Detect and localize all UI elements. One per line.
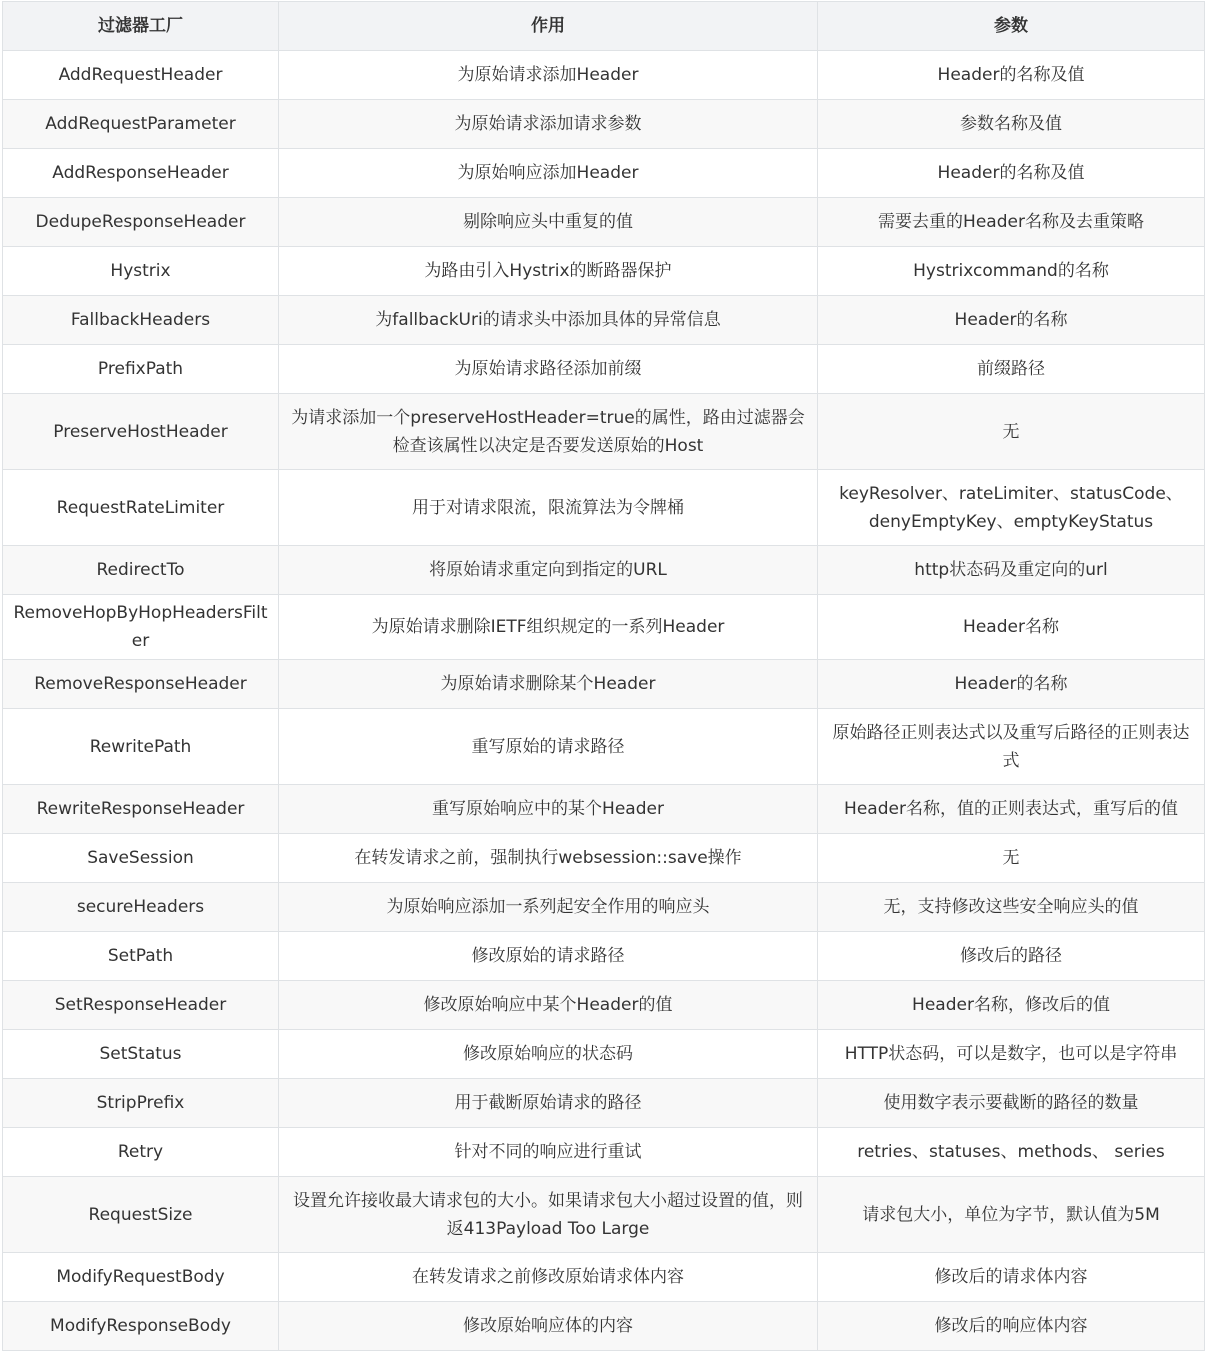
cell-purpose: 将原始请求重定向到指定的URL — [279, 546, 818, 595]
cell-purpose: 在转发请求之前，强制执行websession::save操作 — [279, 834, 818, 883]
cell-factory: secureHeaders — [3, 883, 279, 932]
table-row — [3, 1302, 1205, 1351]
cell-factory: RewriteResponseHeader — [3, 785, 279, 834]
cell-purpose: 为原始请求添加Header — [279, 51, 818, 100]
cell-factory: ModifyRequestBody — [3, 1253, 279, 1302]
table-row — [3, 1079, 1205, 1128]
cell-purpose: 在转发请求之前修改原始请求体内容 — [279, 1253, 818, 1302]
table-row — [3, 595, 1205, 660]
cell-params: HTTP状态码，可以是数字，也可以是字符串 — [818, 1030, 1205, 1079]
cell-factory: PreserveHostHeader — [3, 394, 279, 470]
table-row — [3, 785, 1205, 834]
cell-purpose: 为原始响应添加一系列起安全作用的响应头 — [279, 883, 818, 932]
cell-params: Header的名称 — [818, 660, 1205, 709]
cell-params: Header名称，修改后的值 — [818, 981, 1205, 1030]
cell-params: keyResolver、rateLimiter、statusCode、denyEmptyKey、emptyKeyStatus — [818, 470, 1205, 546]
table-row — [3, 834, 1205, 883]
table-row — [3, 1177, 1205, 1253]
cell-factory: RequestRateLimiter — [3, 470, 279, 546]
cell-params: 使用数字表示要截断的路径的数量 — [818, 1079, 1205, 1128]
cell-purpose: 修改原始的请求路径 — [279, 932, 818, 981]
cell-params: Header名称 — [818, 595, 1205, 660]
cell-factory: AddRequestParameter — [3, 100, 279, 149]
cell-purpose: 为fallbackUri的请求头中添加具体的异常信息 — [279, 296, 818, 345]
cell-params: Header的名称及值 — [818, 149, 1205, 198]
cell-factory: RemoveHopByHopHeadersFilter — [3, 595, 279, 660]
cell-params: 无 — [818, 834, 1205, 883]
table-body — [3, 51, 1205, 1351]
cell-params: 修改后的请求体内容 — [818, 1253, 1205, 1302]
cell-params: http状态码及重定向的url — [818, 546, 1205, 595]
table-row — [3, 981, 1205, 1030]
cell-purpose: 重写原始响应中的某个Header — [279, 785, 818, 834]
table-row — [3, 1253, 1205, 1302]
cell-factory: ModifyResponseBody — [3, 1302, 279, 1351]
header-row — [3, 2, 1205, 51]
cell-params: 原始路径正则表达式以及重写后路径的正则表达式 — [818, 709, 1205, 785]
cell-purpose: 用于截断原始请求的路径 — [279, 1079, 818, 1128]
cell-params: 修改后的路径 — [818, 932, 1205, 981]
cell-factory: SaveSession — [3, 834, 279, 883]
cell-params: retries、statuses、methods、 series — [818, 1128, 1205, 1177]
cell-factory: RemoveResponseHeader — [3, 660, 279, 709]
table-row — [3, 345, 1205, 394]
cell-purpose: 重写原始的请求路径 — [279, 709, 818, 785]
cell-factory: Hystrix — [3, 247, 279, 296]
table-row — [3, 932, 1205, 981]
cell-purpose: 修改原始响应体的内容 — [279, 1302, 818, 1351]
table-header — [3, 2, 1205, 51]
cell-purpose: 为原始响应添加Header — [279, 149, 818, 198]
cell-factory: PrefixPath — [3, 345, 279, 394]
table-row — [3, 1030, 1205, 1079]
cell-params: Header名称，值的正则表达式，重写后的值 — [818, 785, 1205, 834]
cell-factory: RequestSize — [3, 1177, 279, 1253]
table-row — [3, 149, 1205, 198]
cell-purpose: 为原始请求删除IETF组织规定的一系列Header — [279, 595, 818, 660]
cell-purpose: 为原始请求路径添加前缀 — [279, 345, 818, 394]
table-row — [3, 546, 1205, 595]
table-row — [3, 100, 1205, 149]
cell-factory: SetPath — [3, 932, 279, 981]
table-row — [3, 660, 1205, 709]
cell-factory: StripPrefix — [3, 1079, 279, 1128]
cell-purpose: 用于对请求限流，限流算法为令牌桶 — [279, 470, 818, 546]
table-row — [3, 883, 1205, 932]
cell-factory: Retry — [3, 1128, 279, 1177]
cell-purpose: 为原始请求删除某个Header — [279, 660, 818, 709]
cell-factory: SetStatus — [3, 1030, 279, 1079]
cell-purpose: 为原始请求添加请求参数 — [279, 100, 818, 149]
cell-factory: SetResponseHeader — [3, 981, 279, 1030]
table-row — [3, 51, 1205, 100]
filter-factory-table — [2, 1, 1205, 1351]
header-purpose: 作用 — [279, 2, 818, 51]
table-row — [3, 296, 1205, 345]
header-factory: 过滤器工厂 — [3, 2, 279, 51]
cell-factory: FallbackHeaders — [3, 296, 279, 345]
cell-purpose: 设置允许接收最大请求包的大小。如果请求包大小超过设置的值，则返413Payload Too Large — [279, 1177, 818, 1253]
cell-params: 需要去重的Header名称及去重策略 — [818, 198, 1205, 247]
cell-factory: RedirectTo — [3, 546, 279, 595]
table-row — [3, 709, 1205, 785]
cell-factory: RewritePath — [3, 709, 279, 785]
header-params: 参数 — [818, 2, 1205, 51]
table-row — [3, 470, 1205, 546]
cell-params: 参数名称及值 — [818, 100, 1205, 149]
cell-params: 无，支持修改这些安全响应头的值 — [818, 883, 1205, 932]
cell-purpose: 针对不同的响应进行重试 — [279, 1128, 818, 1177]
cell-params: 请求包大小，单位为字节，默认值为5M — [818, 1177, 1205, 1253]
cell-params: Header的名称及值 — [818, 51, 1205, 100]
cell-purpose: 为路由引入Hystrix的断路器保护 — [279, 247, 818, 296]
table-row — [3, 394, 1205, 470]
table-row — [3, 1128, 1205, 1177]
cell-params: 无 — [818, 394, 1205, 470]
cell-factory: AddRequestHeader — [3, 51, 279, 100]
cell-params: Header的名称 — [818, 296, 1205, 345]
cell-purpose: 剔除响应头中重复的值 — [279, 198, 818, 247]
cell-params: 前缀路径 — [818, 345, 1205, 394]
cell-purpose: 修改原始响应中某个Header的值 — [279, 981, 818, 1030]
cell-factory: AddResponseHeader — [3, 149, 279, 198]
cell-params: Hystrixcommand的名称 — [818, 247, 1205, 296]
cell-factory: DedupeResponseHeader — [3, 198, 279, 247]
cell-purpose: 修改原始响应的状态码 — [279, 1030, 818, 1079]
table-row — [3, 198, 1205, 247]
cell-purpose: 为请求添加一个preserveHostHeader=true的属性，路由过滤器会检查该属性以决定是否要发送原始的Host — [279, 394, 818, 470]
cell-params: 修改后的响应体内容 — [818, 1302, 1205, 1351]
table-row — [3, 247, 1205, 296]
